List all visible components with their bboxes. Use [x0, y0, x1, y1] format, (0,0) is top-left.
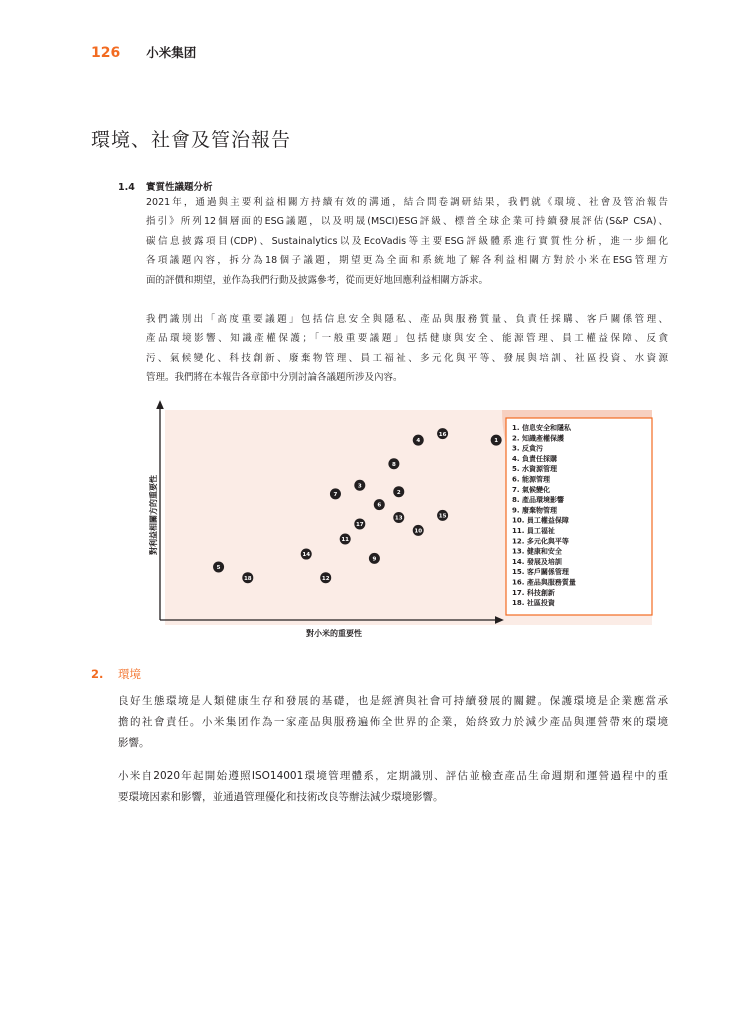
topic-point-11	[340, 534, 351, 545]
paragraph-line: 小米自2020年起開始遵照ISO14001環境管理體系，定期識別、評估並檢查產品生命週期和運營過程中的重	[118, 770, 668, 782]
paragraph-line: 我們識別出「高度重要議題」包括信息安全與隱私、產品與服務質量、負責任採購、客戶關係管理、	[146, 314, 668, 325]
legend-item: 14. 發展及培訓	[512, 557, 562, 566]
paragraph-line: 污、氣候變化、科技創新、廢棄物管理、員工福祉、多元化與平等、發展與培訓、社區投資、水資源	[146, 352, 668, 364]
topic-marker-label: 5	[216, 565, 221, 572]
topic-marker-label: 4	[416, 438, 421, 445]
topic-point-16	[437, 428, 448, 439]
topic-point-15	[437, 510, 448, 521]
topic-point-7	[330, 488, 341, 499]
topic-marker-label: 10	[414, 528, 423, 535]
legend-item: 3. 反貪污	[512, 444, 543, 453]
topic-point-6	[374, 499, 385, 510]
topic-marker-label: 15	[438, 513, 447, 520]
legend-item: 6. 能源管理	[512, 475, 550, 484]
paragraph-line: 指引》所列12個層面的ESG議題，以及明晟(MSCI)ESG評級、標普全球企業可持續發展評估(S&P CSA)、	[146, 216, 668, 228]
topic-point-8	[388, 458, 399, 469]
topic-marker-label: 13	[394, 515, 403, 522]
topic-marker-label: 14	[302, 552, 311, 559]
topic-marker-label: 2	[396, 489, 401, 496]
topic-marker-label: 8	[391, 461, 396, 468]
paragraph-line: 各項議題內容，拆分為18個子議題，期望更為全面和系統地了解各利益相關方對於小米在ESG管理方	[146, 255, 668, 267]
paragraph-line: 產品環境影響、知識產權保護；「一般重要議題」包括健康與安全、能源管理、員工權益保障、反貪	[146, 333, 668, 345]
paragraph-line: 管理。我們將在本報告各章節中分別討論各議題所涉及內容。	[146, 372, 403, 384]
legend-item: 10. 員工權益保障	[512, 516, 569, 525]
topic-point-12	[320, 572, 331, 583]
topic-marker-label: 18	[243, 575, 252, 582]
legend-item: 1. 信息安全和隱私	[512, 424, 571, 432]
legend-item: 8. 產品環境影響	[512, 496, 564, 505]
legend-item: 12. 多元化與平等	[512, 537, 569, 546]
topic-marker-label: 7	[333, 491, 338, 498]
paragraph-line: 擔的社會責任。小米集团作為一家產品與服務遍佈全世界的企業，始終致力於減少產品與運營帶來的環境	[118, 716, 668, 728]
legend-item: 4. 負責任採購	[512, 454, 557, 463]
legend-item: 5. 水資源管理	[512, 465, 557, 474]
legend-item: 17. 科技創新	[512, 588, 555, 597]
topic-point-10	[413, 525, 424, 536]
y-axis-label: 對利益相關方的重要性	[149, 475, 158, 555]
section-2-title: 環境	[118, 667, 141, 681]
section-2-number: 2.	[91, 667, 104, 681]
legend-item: 7. 氣候變化	[512, 485, 550, 494]
legend-item: 9. 廢棄物管理	[512, 506, 557, 515]
topic-point-3	[354, 480, 365, 491]
topic-point-2	[393, 486, 404, 497]
legend-item: 13. 健康和安全	[512, 547, 562, 556]
paragraph-line: 碳信息披露項目(CDP)、Sustainalytics以及EcoVadis等主要ESG評級體系進行實質性分析，進一步細化	[146, 235, 668, 247]
topic-marker-label: 17	[355, 522, 364, 529]
paragraph-line: 良好生態環境是人類健康生存和發展的基礎，也是經濟與社會可持續發展的關鍵。保護環境是企業應當承	[118, 695, 668, 707]
legend-item: 18. 社區投資	[512, 599, 555, 608]
paragraph-line: 面的評價和期望，並作為我們行動及披露參考，從而更好地回應利益相關方訴求。	[146, 274, 489, 286]
topic-marker-label: 12	[321, 575, 330, 582]
topic-point-17	[354, 518, 365, 529]
legend-item: 2. 知識產權保護	[512, 434, 564, 443]
x-axis-label: 對小米的重要性	[306, 629, 362, 638]
legend-item: 11. 員工福祉	[512, 527, 555, 535]
topic-marker-label: 11	[341, 537, 350, 544]
topic-marker-label: 6	[377, 502, 382, 509]
topic-point-5	[213, 561, 224, 572]
topic-point-14	[301, 549, 312, 560]
section-1-4-number: 1.4	[118, 182, 135, 193]
paragraph-line: 影響。	[118, 737, 150, 749]
section-1-4-title: 實質性議題分析	[146, 182, 213, 193]
topic-marker-label: 16	[438, 431, 447, 438]
page-number: 126	[91, 45, 121, 61]
company-name: 小米集团	[146, 45, 197, 60]
topic-marker-label: 3	[357, 483, 362, 490]
topic-point-9	[369, 553, 380, 564]
topic-point-4	[413, 435, 424, 446]
topic-marker-label: 1	[494, 438, 499, 445]
paragraph-line: 要環境因素和影響，並通過管理優化和技術改良等辦法減少環境影響。	[118, 791, 444, 803]
topic-point-13	[393, 512, 404, 523]
environment-paragraph-1	[118, 691, 668, 754]
topic-point-1	[491, 435, 502, 446]
section-2-heading	[91, 666, 141, 682]
report-title: 環境、社會及管治報告	[91, 129, 292, 151]
topic-marker-label: 9	[372, 556, 377, 563]
environment-paragraph-2	[118, 766, 668, 808]
legend-item: 16. 產品與服務質量	[512, 578, 576, 587]
paragraph-line: 2021年，通過與主要利益相關方持續有效的溝通，結合問卷調研結果，我們就《環境、社會及管治報告	[146, 197, 668, 208]
legend-item: 15. 客戶關係管理	[512, 568, 569, 577]
topic-point-18	[242, 572, 253, 583]
